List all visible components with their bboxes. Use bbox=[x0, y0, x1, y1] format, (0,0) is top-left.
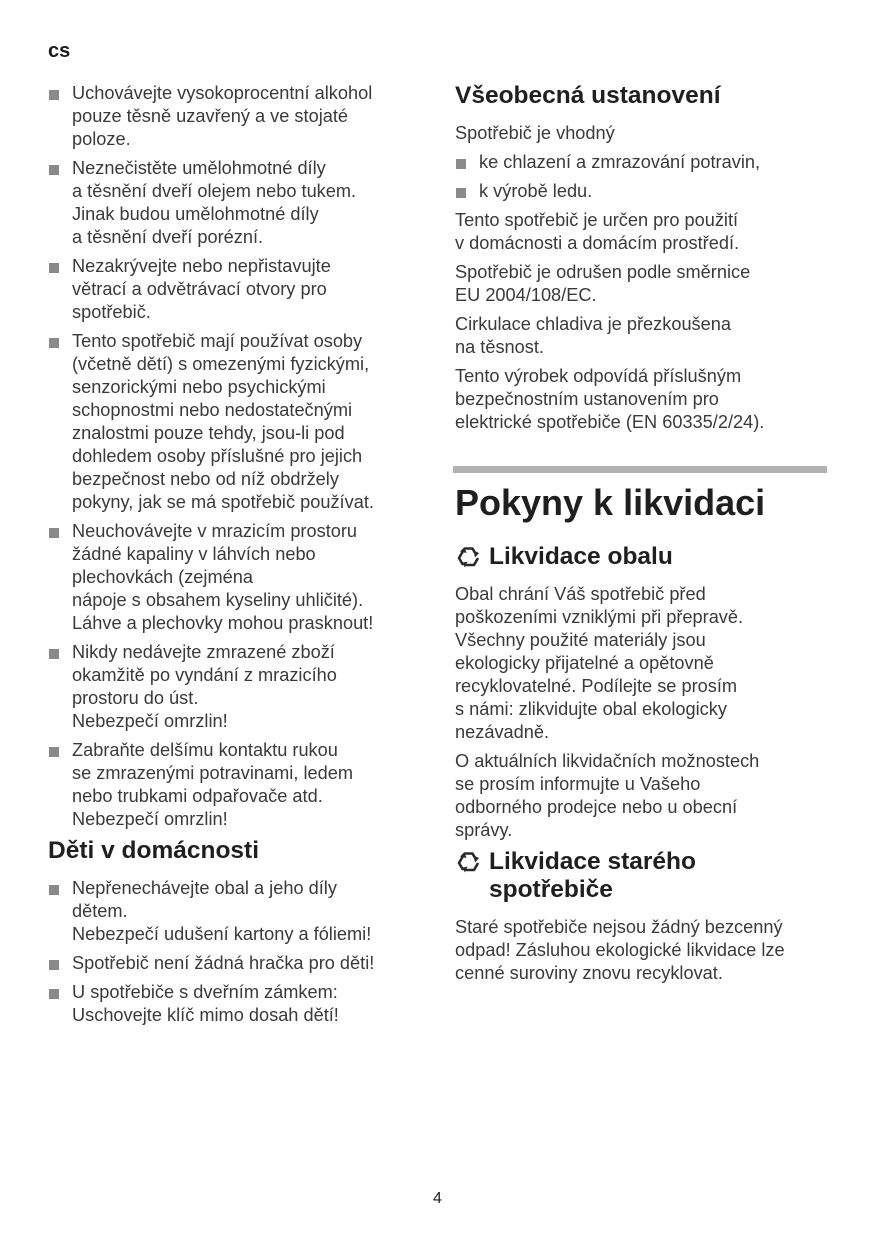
bullet-square-icon bbox=[49, 747, 59, 757]
list-item bbox=[48, 877, 420, 946]
list-item-text: Tento spotřebič mají používat osoby (včetně dětí) s omezenými fyzickými, senzorickými nebo psychickými schopnostmi nebo nedostatečnými znalostmi pouze tehdy, jsou-li pod dohledem osoby příslušné pro jejich bezpečnost nebo od níž obdržely pokyny, jak se má spotřebič používat. bbox=[72, 331, 374, 512]
bullet-square-icon bbox=[456, 188, 466, 198]
section-heading-general: Všeobecná ustanovení bbox=[455, 82, 721, 109]
section-heading-old-appliance bbox=[455, 848, 840, 904]
page-number: 4 bbox=[433, 1190, 442, 1207]
bullet-square-icon bbox=[49, 528, 59, 538]
left-column bbox=[48, 82, 420, 1033]
list-item-text: Zabraňte delšímu kontaktu rukou se zmrazenými potravinami, ledem nebo trubkami odpařovače atd. Nebezpečí omrzlin! bbox=[72, 740, 353, 829]
list-item bbox=[455, 151, 840, 174]
list-item-text: ke chlazení a zmrazování potravin, bbox=[479, 152, 761, 172]
bullet-square-icon bbox=[49, 165, 59, 175]
list-item bbox=[48, 330, 420, 514]
list-item bbox=[48, 952, 420, 975]
list-item bbox=[48, 981, 420, 1027]
bullet-square-icon bbox=[49, 263, 59, 273]
bullet-square-icon bbox=[456, 159, 466, 169]
list-item-text: k výrobě ledu. bbox=[479, 181, 593, 201]
intro-text: Spotřebič je vhodný bbox=[455, 123, 615, 143]
list-item bbox=[455, 180, 840, 203]
list-item-text: Nepřenechávejte obal a jeho díly dětem. Nebezpečí udušení kartony a fóliemi! bbox=[72, 878, 372, 944]
list-item-text: Uchovávejte vysokoprocentní alkohol pouze těsně uzavřený a ve stojaté poloze. bbox=[72, 83, 373, 149]
list-item-text: Nikdy nedávejte zmrazené zboží okamžitě po vyndání z mrazicího prostoru do úst. Nebezpečí omrzlin! bbox=[72, 642, 337, 731]
list-item bbox=[48, 157, 420, 249]
recycle-icon bbox=[455, 543, 483, 571]
paragraph: Cirkulace chladiva je přezkoušena na těsnost. bbox=[455, 314, 731, 357]
children-list bbox=[48, 877, 420, 1027]
right-column bbox=[455, 82, 840, 991]
section-heading-packaging bbox=[455, 543, 840, 571]
bullet-square-icon bbox=[49, 649, 59, 659]
list-item-text: U spotřebiče s dveřním zámkem: Uschovejte klíč mimo dosah dětí! bbox=[72, 982, 339, 1025]
bullet-square-icon bbox=[49, 960, 59, 970]
heading-text: Likvidace starého spotřebiče bbox=[489, 848, 696, 903]
section-divider bbox=[453, 466, 827, 473]
bullet-square-icon bbox=[49, 90, 59, 100]
chapter-title: Pokyny k likvidaci bbox=[455, 482, 766, 523]
heading-text: Likvidace obalu bbox=[489, 543, 673, 570]
list-item-text: Spotřebič není žádná hračka pro děti! bbox=[72, 953, 375, 973]
bullet-square-icon bbox=[49, 885, 59, 895]
recycle-icon bbox=[455, 848, 483, 876]
section-heading-children: Děti v domácnosti bbox=[48, 837, 260, 864]
paragraph: Tento výrobek odpovídá příslušným bezpečnostním ustanovením pro elektrické spotřebiče (EN 60335/2/24). bbox=[455, 366, 765, 432]
list-item-text: Neznečistěte umělohmotné díly a těsnění dveří olejem nebo tukem. Jinak budou umělohmotné díly a těsnění dveří porézní. bbox=[72, 158, 357, 247]
paragraph: Spotřebič je odrušen podle směrnice EU 2004/108/EC. bbox=[455, 262, 751, 305]
list-item-text: Nezakrývejte nebo nepřistavujte větrací a odvětrávací otvory pro spotřebič. bbox=[72, 256, 331, 322]
paragraph: Tento spotřebič je určen pro použití v domácnosti a domácím prostředí. bbox=[455, 210, 740, 253]
paragraph: Staré spotřebiče nejsou žádný bezcenný odpad! Zásluhou ekologické likvidace lze cenné suroviny znovu recyklovat. bbox=[455, 917, 785, 983]
list-item bbox=[48, 641, 420, 733]
list-item bbox=[48, 739, 420, 831]
list-item bbox=[48, 520, 420, 635]
bullet-square-icon bbox=[49, 989, 59, 999]
paragraph: O aktuálních likvidačních možnostech se prosím informujte u Vašeho odborného prodejce nebo u obecní správy. bbox=[455, 751, 760, 840]
bullet-square-icon bbox=[49, 338, 59, 348]
list-item bbox=[48, 82, 420, 151]
suitability-list bbox=[455, 151, 840, 203]
paragraph: Obal chrání Váš spotřebič před poškozeními vzniklými při přepravě. Všechny použité materiály jsou ekologicky přijatelné a opětovně recyklovatelné. Podílejte se prosím s námi: zlikvidujte obal ekologicky nezávadně. bbox=[455, 584, 744, 742]
safety-list bbox=[48, 82, 420, 831]
language-code: cs bbox=[48, 40, 71, 62]
list-item-text: Neuchovávejte v mrazicím prostoru žádné kapaliny v láhvích nebo plechovkách (zejména nápoje s obsahem kyseliny uhličité). Láhve a plechovky mohou prasknout! bbox=[72, 521, 374, 633]
list-item bbox=[48, 255, 420, 324]
